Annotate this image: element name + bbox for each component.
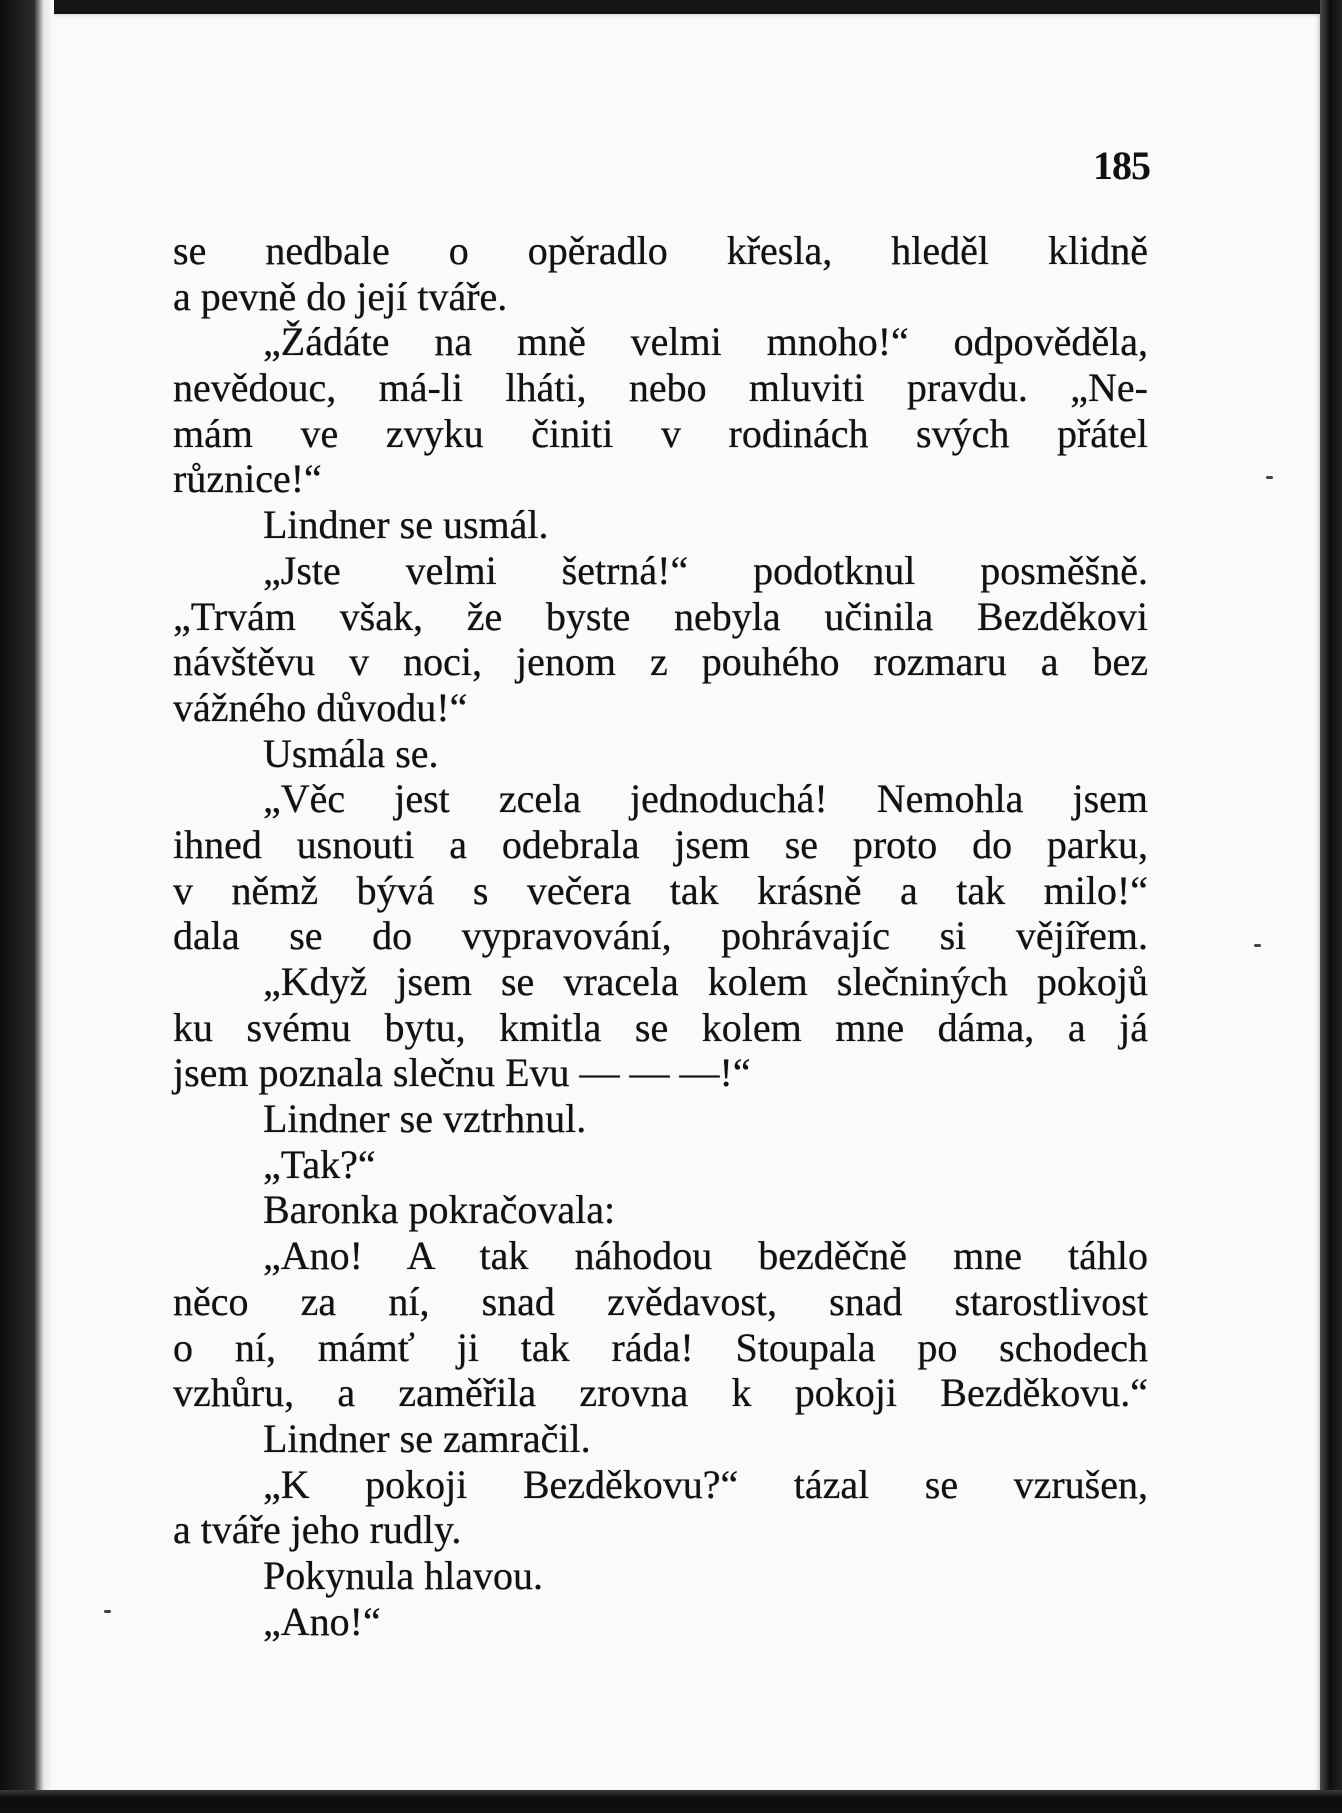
text-line: a tváře jeho rudly. bbox=[173, 1507, 462, 1553]
text-line: Lindner se usmál. bbox=[263, 502, 549, 548]
text-line: „K pokoji Bezděkovu?“ tázal se vzrušen, bbox=[263, 1461, 1148, 1507]
text-line: nevědouc, má-li lháti, nebo mluviti pravdu. „Ne- bbox=[173, 365, 1148, 411]
scan-speck bbox=[1254, 944, 1261, 947]
text-line: v němž bývá s večera tak krásně a tak milo!“ bbox=[173, 867, 1148, 913]
text-line: Baronka pokračovala: bbox=[263, 1187, 616, 1233]
bottom-scan-edge bbox=[0, 1790, 1342, 1813]
text-line: návštěvu v noci, jenom z pouhého rozmaru a bez bbox=[173, 639, 1148, 685]
left-scan-edge bbox=[0, 0, 54, 1813]
text-line: „Žádáte na mně velmi mnoho!“ odpověděla, bbox=[263, 319, 1148, 365]
text-line: Pokynula hlavou. bbox=[263, 1552, 543, 1598]
text-line: vážného důvodu!“ bbox=[173, 684, 468, 730]
text-line: různice!“ bbox=[173, 456, 322, 502]
text-line: se nedbale o opěradlo křesla, hleděl klidně bbox=[173, 228, 1148, 273]
text-line: a pevně do její tváře. bbox=[173, 273, 508, 319]
text-line: Lindner se zamračil. bbox=[263, 1415, 591, 1461]
text-line: „Jste velmi šetrná!“ podotknul posměšně. bbox=[263, 547, 1148, 593]
text-line: vzhůru, a zaměřila zrovna k pokoji Bezděkovu.“ bbox=[173, 1370, 1148, 1416]
text-line: „Ano! A tak náhodou bezděčně mne táhlo bbox=[263, 1233, 1148, 1279]
page-number: 185 bbox=[1093, 143, 1150, 188]
text-line: Usmála se. bbox=[263, 730, 439, 776]
text-line: dala se do vypravování, pohrávajíc si vějířem. bbox=[173, 913, 1148, 959]
text-line: „Když jsem se vracela kolem slečniných pokojů bbox=[263, 959, 1148, 1004]
text-line: Lindner se vztrhnul. bbox=[263, 1096, 587, 1142]
text-line: „Tak?“ bbox=[263, 1141, 376, 1187]
scan-speck bbox=[1266, 476, 1273, 479]
right-scan-edge bbox=[1320, 0, 1342, 1813]
text-line: „Trvám však, že byste nebyla učinila Bezděkovi bbox=[173, 593, 1148, 639]
text-line: „Věc jest zcela jednoduchá! Nemohla jsem bbox=[263, 776, 1148, 822]
text-line: „Ano!“ bbox=[263, 1598, 381, 1644]
body-text bbox=[173, 228, 1148, 1644]
text-line: něco za ní, snad zvědavost, snad starostlivost bbox=[173, 1278, 1148, 1324]
text-line: o ní, mámť ji tak ráda! Stoupala po schodech bbox=[173, 1324, 1148, 1370]
text-line: ihned usnouti a odebrala jsem se proto do parku, bbox=[173, 821, 1148, 867]
text-line: ku svému bytu, kmitla se kolem mne dáma, a já bbox=[173, 1004, 1148, 1050]
text-line: jsem poznala slečnu Evu — — —!“ bbox=[173, 1050, 751, 1096]
text-line: mám ve zvyku činiti v rodinách svých přátel bbox=[173, 410, 1148, 456]
scan-speck bbox=[104, 1610, 111, 1613]
